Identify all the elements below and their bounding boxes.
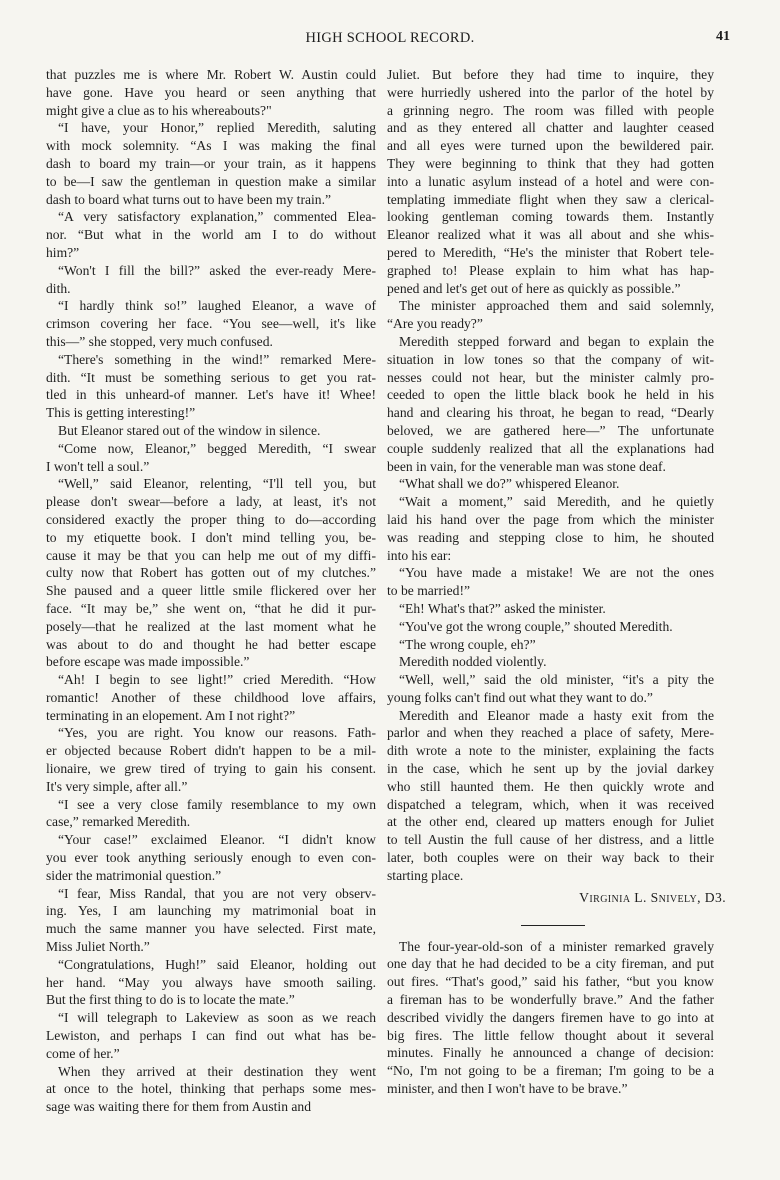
story-conclusion [387,66,714,885]
text-line: When they arrived at their destination they went [58,1063,376,1079]
text-line: minister, and then I won't have to be brave.” [387,1081,628,1097]
text-line: Meredith stepped forward and began to explain the [399,333,714,349]
running-header: HIGH SCHOOL RECORD. [305,30,475,46]
paragraph [46,1009,376,1062]
text-line: “I have, your Honor,” replied Meredith, saluting [58,120,376,136]
text-line: this—” she stopped, very much confused. [46,333,273,349]
text-line: “Yes, you are right. You know our reasons. Fath- [58,725,376,741]
text-line: Juliet. But before they had time to inquire, they [387,67,714,82]
text-line: er objected because Robert didn't happen to be a mil- [46,743,376,759]
text-line: “Ah! I begin to see light!” cried Meredith. “How [58,672,376,688]
text-line: to tell Austin the full cause of her distress, and a little [387,832,714,848]
paragraph [46,796,376,832]
text-line: This is getting interesting!” [46,405,196,421]
paragraph [387,600,714,618]
text-line: that puzzles me is where Mr. Robert W. Austin could [46,67,376,82]
text-line: young folks can't find out what they want to do.” [387,689,653,705]
text-line: “Eh! What's that?” asked the minister. [399,600,606,616]
text-line: described vividly the dangers firemen have to go into at [387,1009,714,1025]
text-line: “I will telegraph to Lakeview as soon as we reach [58,1010,376,1026]
text-line: “You've got the wrong couple,” shouted Meredith. [399,618,673,634]
text-line: hand and clearing his throat, he began to read, “Dearly [387,405,714,421]
text-line: dith. [46,280,71,296]
text-line: “A very satisfactory explanation,” commented Elea- [58,209,376,225]
text-line: graphed to! Please explain to him what has hap- [387,262,714,278]
right-column [387,66,726,1098]
text-line: who still haunted them. He then quickly wrote and [387,778,714,794]
paragraph [387,475,714,493]
text-line: cause it may be that you can help me out of my diffi- [46,547,376,563]
text-line: “I see a very close family resemblance to my own [58,796,376,812]
paragraph [46,351,376,422]
text-line: ceeded to open the little black book he held in his [387,387,714,403]
left-column [46,66,376,1116]
text-line: couple suddenly realized that all the explanations had [387,440,714,456]
text-line: face. “It may be,” she went on, “that he did it pur- [46,600,376,616]
text-line: “I fear, Miss Randal, that you are not very observ- [58,885,376,901]
text-line: tled in this unheard-of manner. Let's have it! Whee! [46,387,376,403]
text-line: might give a clue as to his whereabouts?" [46,102,272,118]
paragraph [46,956,376,1009]
text-line: come of her.” [46,1045,120,1061]
text-line: But the first thing to do is to locate the mate.” [46,992,295,1008]
text-line: starting place. [387,867,464,883]
anecdote [387,938,714,1098]
text-line: a grinning negro. The room was filled with people [387,102,714,118]
text-line: “Well, well,” said the old minister, “it's a pity the [399,672,714,688]
paragraph [46,422,376,440]
paragraph [387,333,714,475]
paragraph [46,1063,376,1116]
paragraph [46,66,376,119]
text-line: sider the matrimonial question.” [46,867,222,883]
text-line: you ever took anything seriously enough to even con- [46,850,376,866]
text-line: ing. Yes, I am launching my matrimonial boat in [46,903,376,919]
text-line: terminating in an elopement. Am I not right?” [46,707,296,723]
text-line: a fireman has to be wonderfully brave.” And the father [387,992,714,1008]
text-line: They were beginning to think that they had gotten [387,155,714,171]
text-line: “Are you ready?” [387,316,483,332]
text-line: But Eleanor stared out of the window in silence. [58,422,321,438]
paragraph [387,297,714,333]
text-line: minutes. Finally he announced a change of decision: [387,1045,714,1061]
text-line: The minister approached them and said solemnly, [399,298,714,314]
text-line: big fires. The little fellow thought about it several [387,1027,714,1043]
text-line: were hurriedly ushered into the parlor of the hotel by [387,84,714,100]
paragraph [387,493,714,564]
text-line: “I hardly think so!” laughed Eleanor, a wave of [58,298,376,314]
text-line: dash to board my train—or your train, as it happens [46,155,376,171]
text-line: and as they entered all chatter and laughter ceased [387,120,714,136]
text-line: nesses could not hear, but the minister calmly pro- [387,369,714,385]
text-line: considered exactly the proper thing to do—according [46,511,376,527]
paragraph [46,475,376,671]
text-line: situation in low tones so that the company of wit- [387,351,714,367]
text-line: “The wrong couple, eh?” [399,636,536,652]
section-divider [521,925,585,926]
text-line: at the other end, cleared up matters enough for Juliet [387,814,714,830]
text-line: case,” remarked Meredith. [46,814,191,830]
text-line: I won't tell a soul.” [46,458,150,474]
paragraph [46,262,376,298]
text-line: “Won't I fill the bill?” asked the ever-ready Mere- [58,262,376,278]
text-line: please don't swear—before a lady, at least, it's not [46,494,376,510]
page-number: 41 [716,29,730,44]
text-line: “You have made a mistake! We are not the ones [399,565,714,581]
text-line: dith wrote a note to the minister, explaining the facts [387,743,714,759]
text-line: beloved, we are gathered here—” The unfortunate [387,422,714,438]
text-line: “What shall we do?” whispered Eleanor. [399,476,620,492]
text-line: have gone. Have you heard or seen anything that [46,84,376,100]
text-line: in the case, which he sent up by the jovial darkey [387,761,714,777]
text-line: Eleanor realized what it was all about and she whis- [387,227,714,243]
text-line: culty now that Robert has gotten out of my clutches.” [46,565,376,581]
text-line: “Well,” said Eleanor, relenting, “I'll tell you, but [58,476,376,492]
text-line: templating immediate flight when they saw a clerical- [387,191,714,207]
text-line: before escape was made impossible.” [46,654,250,670]
text-line: “Come now, Eleanor,” begged Meredith, “I swear [58,440,376,456]
text-line: with mock solemnity. “As I was making the final [46,138,376,154]
text-line: sage was waiting there for them from Austin and [46,1099,312,1115]
text-line: “Congratulations, Hugh!” said Eleanor, holding out [58,956,376,972]
text-line: and all eyes were turned upon the bewildered pair. [387,138,714,154]
paragraph [46,208,376,261]
text-line: Lewiston, and perhaps I can find out what has be- [46,1028,376,1044]
text-line: posely—that he realized at the last moment what he [46,618,376,634]
text-line: to be—I saw the gentleman in question make a similar [46,173,376,189]
paragraph [387,707,714,885]
text-line: him?” [46,244,80,260]
text-line: laid his hand over the page from which the minister [387,511,714,527]
paragraph [387,618,714,636]
text-line: dith. “It must be something serious to get you rat- [46,369,376,385]
paragraph [46,671,376,724]
text-line: pened and let's get out of here as quickly as possible.” [387,280,681,296]
paragraph [387,671,714,707]
text-line: later, both couples were on their way back to their [387,850,714,866]
text-line: to my etiquette book. I don't mind telling you, be- [46,529,376,545]
paragraph [387,653,714,671]
text-line: nor. “But what in the world am I to do without [46,227,376,243]
text-line: into his ear: [387,547,452,563]
text-line: one day that he had decided to be a city fireman, and put [387,956,714,972]
text-line: Meredith and Eleanor made a hasty exit from the [399,707,714,723]
paragraph [387,636,714,654]
paragraph [46,831,376,884]
text-line: into a lunatic asylum instead of a hotel and were con- [387,173,714,189]
text-line: pered to Meredith, “He's the minister that Robert tele- [387,244,714,260]
text-line: dispatched a telegram, which, when it was received [387,796,714,812]
text-line: to be married!” [387,583,471,599]
text-line: looking gentleman coming towards them. Instantly [387,209,714,225]
text-line: out fires. “That's good,” said his father, “but you know [387,974,714,990]
text-line: “Wait a moment,” said Meredith, and he quietly [399,494,714,510]
paragraph [46,119,376,208]
text-line: was reading and stepping close to him, he shouted [387,529,714,545]
text-line: Meredith nodded violently. [399,654,547,670]
text-line: “There's something in the wind!” remarked Mere- [58,351,376,367]
paragraph [387,564,714,600]
text-line: much the same manner you have selected. First mate, [46,921,376,937]
paragraph [387,66,714,297]
text-line: dash to board what turns out to have been my train.” [46,191,332,207]
text-line: Miss Juliet North.” [46,939,150,955]
paragraph [46,440,376,476]
text-line: romantic! Another of these childhood love affairs, [46,689,376,705]
paragraph [46,297,376,350]
paragraph [387,938,714,1098]
text-line: parlor and when they reached a place of safety, Mere- [387,725,714,741]
text-line: at once to the hotel, thinking that perhaps some mes- [46,1081,376,1097]
text-line: The four-year-old-son of a minister remarked gravely [399,938,714,954]
paragraph [46,885,376,956]
text-line: lionaire, we grew tired of trying to gain his consent. [46,761,376,777]
text-line: “No, I'm not going to be a fireman; I'm going to be a [387,1063,714,1079]
text-line: her hand. “May you always have smooth sailing. [46,974,376,990]
text-line: crimson covering her face. “You see—well, it's like [46,316,376,332]
text-line: “Your case!” exclaimed Eleanor. “I didn't know [58,832,376,848]
text-line: It's very simple, after all.” [46,778,188,794]
paragraph [46,724,376,795]
text-line: She paused and a queer little smile flickered over her [46,583,376,599]
text-line: was about to do and thought he had better escape [46,636,376,652]
text-line: been in vain, for the venerable man was stone deaf. [387,458,666,474]
author-signature: Virginia L. Snively, D3. [579,889,726,905]
